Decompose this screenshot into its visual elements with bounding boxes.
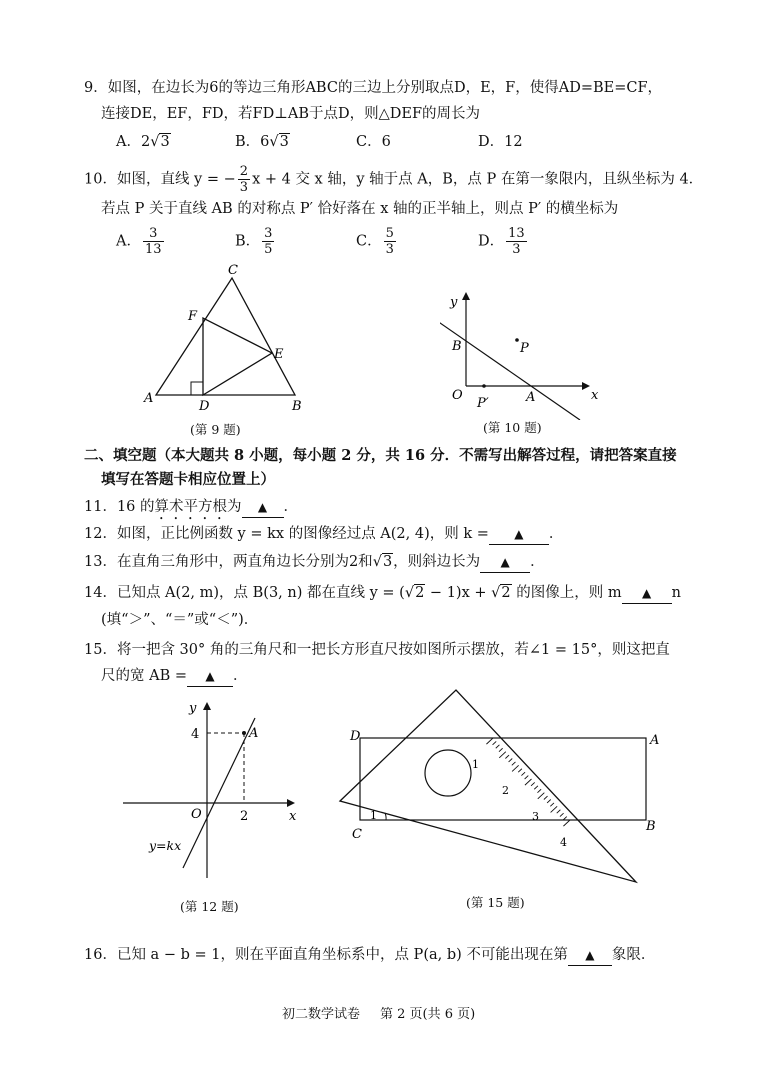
scale-tick [557, 810, 561, 813]
scale-tick [547, 800, 551, 803]
scale-tick [551, 806, 558, 812]
figure-12 [115, 698, 310, 888]
q14-line2: (填“＞”、“＝”或“＜”)． [101, 612, 259, 628]
q12: 12．如图，正比例函数 y = kx 的图像经过点 A(2, 4)，则 k = ▲ ． [84, 524, 563, 545]
q10-option-c[interactable]: C． $\frac{5}{3}$ [356, 226, 394, 257]
scale-tick [512, 765, 519, 771]
scale-tick [563, 820, 570, 826]
point-p [515, 338, 519, 342]
triangle-def [203, 318, 272, 395]
scale-tick [518, 769, 522, 772]
q13: 13．在直角三角形中，两直角边长分别为2和√3，则斜边长为 ▲ ． [84, 552, 545, 573]
q9-option-a[interactable]: A．2√3 [116, 134, 170, 150]
q9-option-b[interactable]: B．6√3 [235, 134, 289, 150]
label-b: B [646, 819, 656, 834]
label-e: E [274, 347, 284, 362]
label-y: y [189, 701, 197, 716]
triangle-abc [156, 278, 295, 395]
q13-answer-blank[interactable]: ▲ [480, 552, 530, 573]
q14-answer-blank[interactable]: ▲ [622, 583, 672, 604]
scale-tick [512, 762, 516, 765]
x-axis-arrow [582, 382, 590, 390]
label-b: B [452, 339, 462, 354]
line-ab [440, 316, 580, 420]
figure-15 [330, 688, 660, 888]
q11: 11．16 的算术平方根为 ▲ ． [84, 497, 298, 523]
label-c: C [352, 827, 362, 842]
scale-tick [531, 782, 535, 785]
scale-tick [505, 755, 509, 758]
scale-tick [486, 738, 493, 744]
scale-tick [525, 776, 529, 779]
q10-option-a[interactable]: A． $\frac{3}{13}$ [116, 226, 162, 257]
scale-tick [509, 759, 513, 762]
q15-line1: 15．将一把含 30° 角的三角尺和一把长方形直尺按如图所示摆放，若∠1 = 15°，则这把直 [84, 642, 670, 658]
fig15-caption: (第 15 题) [466, 895, 525, 910]
section2-line2: 填写在答题卡相应位置上） [101, 471, 275, 488]
scale-tick [496, 745, 500, 748]
label-a: A [650, 733, 660, 748]
fig9-caption: (第 9 题) [190, 422, 241, 437]
set-square-hole [425, 750, 471, 796]
label-f: F [188, 309, 198, 324]
label-4: 4 [191, 727, 200, 742]
scale-tick [499, 752, 506, 758]
label-angle-1: 1 [370, 809, 377, 822]
scale-tick [525, 779, 532, 785]
scale-3: 3 [532, 810, 539, 823]
footer-page: 第 2 页(共 6 页) [380, 1007, 476, 1022]
scale-tick [534, 786, 538, 789]
label-a: A [144, 391, 154, 406]
q11-answer-blank[interactable]: ▲ [242, 497, 284, 518]
label-y: y [450, 295, 458, 310]
point-p-prime [482, 384, 486, 388]
ruler-rect [360, 738, 646, 820]
q10-line1: 10．如图，直线 y = − $\frac{2}{3}$ x + 4 交 x 轴，y 轴于点 A，B，点 P 在第一象限内，且纵坐标为 4． [84, 164, 704, 195]
y-axis-arrow [203, 702, 211, 710]
label-d: D [199, 399, 210, 414]
label-o: O [191, 807, 202, 822]
figure-10 [440, 290, 620, 420]
label-p: P [520, 341, 529, 356]
q9-line2: 连接DE，EF，FD，若FD⊥AB于点D，则△DEF的周长为 [101, 106, 481, 122]
q9-option-d[interactable]: D．12 [478, 134, 523, 150]
scale-tick [560, 813, 564, 816]
point-a [242, 731, 246, 735]
footer [282, 1003, 475, 1022]
q14-line1: 14．已知点 A(2, m)，点 B(3, n) 都在直线 y = (√2 − 1)x + √2 的图像上，则 m ▲ n [84, 583, 681, 604]
q9-option-c[interactable]: C．6 [356, 134, 391, 150]
label-a: A [526, 390, 536, 405]
scale-tick [550, 803, 554, 806]
scale-2: 2 [502, 784, 509, 797]
scale-tick [499, 748, 503, 751]
label-d: D [350, 729, 361, 744]
scale-tick [544, 796, 548, 799]
label-o: O [452, 388, 463, 403]
set-square [340, 690, 636, 882]
scale-ticks [486, 738, 570, 826]
scale-1: 1 [472, 758, 479, 771]
section2-line1: 二、填空题（本大题共 8 小题，每小题 2 分，共 16 分．不需写出解答过程，请把答案直接 [84, 447, 677, 464]
fig10-caption: (第 10 题) [483, 420, 542, 435]
q12-answer-blank[interactable]: ▲ [489, 524, 549, 545]
label-a: A [249, 726, 259, 741]
q10-option-d[interactable]: D． $\frac{13}{3}$ [478, 226, 525, 257]
label-y-kx: y=kx [149, 838, 182, 853]
q16: 16．已知 a − b = 1，则在平面直角坐标系中，点 P(a, b) 不可能出现在第 ▲ 象限． [84, 945, 655, 966]
scale-tick [537, 789, 541, 792]
q10-option-b[interactable]: B． $\frac{3}{5}$ [235, 226, 273, 257]
q10-fraction: $\frac{2}{3}$ [239, 164, 249, 195]
scale-tick [521, 772, 525, 775]
right-angle-mark [191, 382, 203, 395]
scale-tick [493, 741, 497, 744]
fig12-caption: (第 12 题) [180, 899, 239, 914]
q9-line1: 9．如图，在边长为6的等边三角形ABC的三边上分别取点D，E，F，使得AD=BE=CF， [84, 80, 663, 96]
scale-tick [538, 793, 545, 799]
label-b: B [292, 399, 302, 414]
figure-9 [140, 260, 320, 420]
label-c: C [228, 263, 238, 278]
scale-4: 4 [560, 836, 567, 849]
label-x: x [289, 809, 297, 824]
label-2: 2 [240, 809, 249, 824]
footer-title: 初二数学试卷 [282, 1007, 361, 1022]
y-axis-arrow [462, 292, 470, 300]
q15-line2: 尺的宽 AB = ▲ ． [101, 666, 248, 687]
q16-answer-blank[interactable]: ▲ [568, 945, 612, 966]
x-axis-arrow [287, 799, 295, 807]
q15-answer-blank[interactable]: ▲ [187, 666, 233, 687]
label-x: x [591, 388, 599, 403]
label-p-prime: P′ [477, 396, 489, 411]
q10-line2: 若点 P 关于直线 AB 的对称点 P′ 恰好落在 x 轴的正半轴上，则点 P′ 的横坐标为 [101, 201, 619, 217]
